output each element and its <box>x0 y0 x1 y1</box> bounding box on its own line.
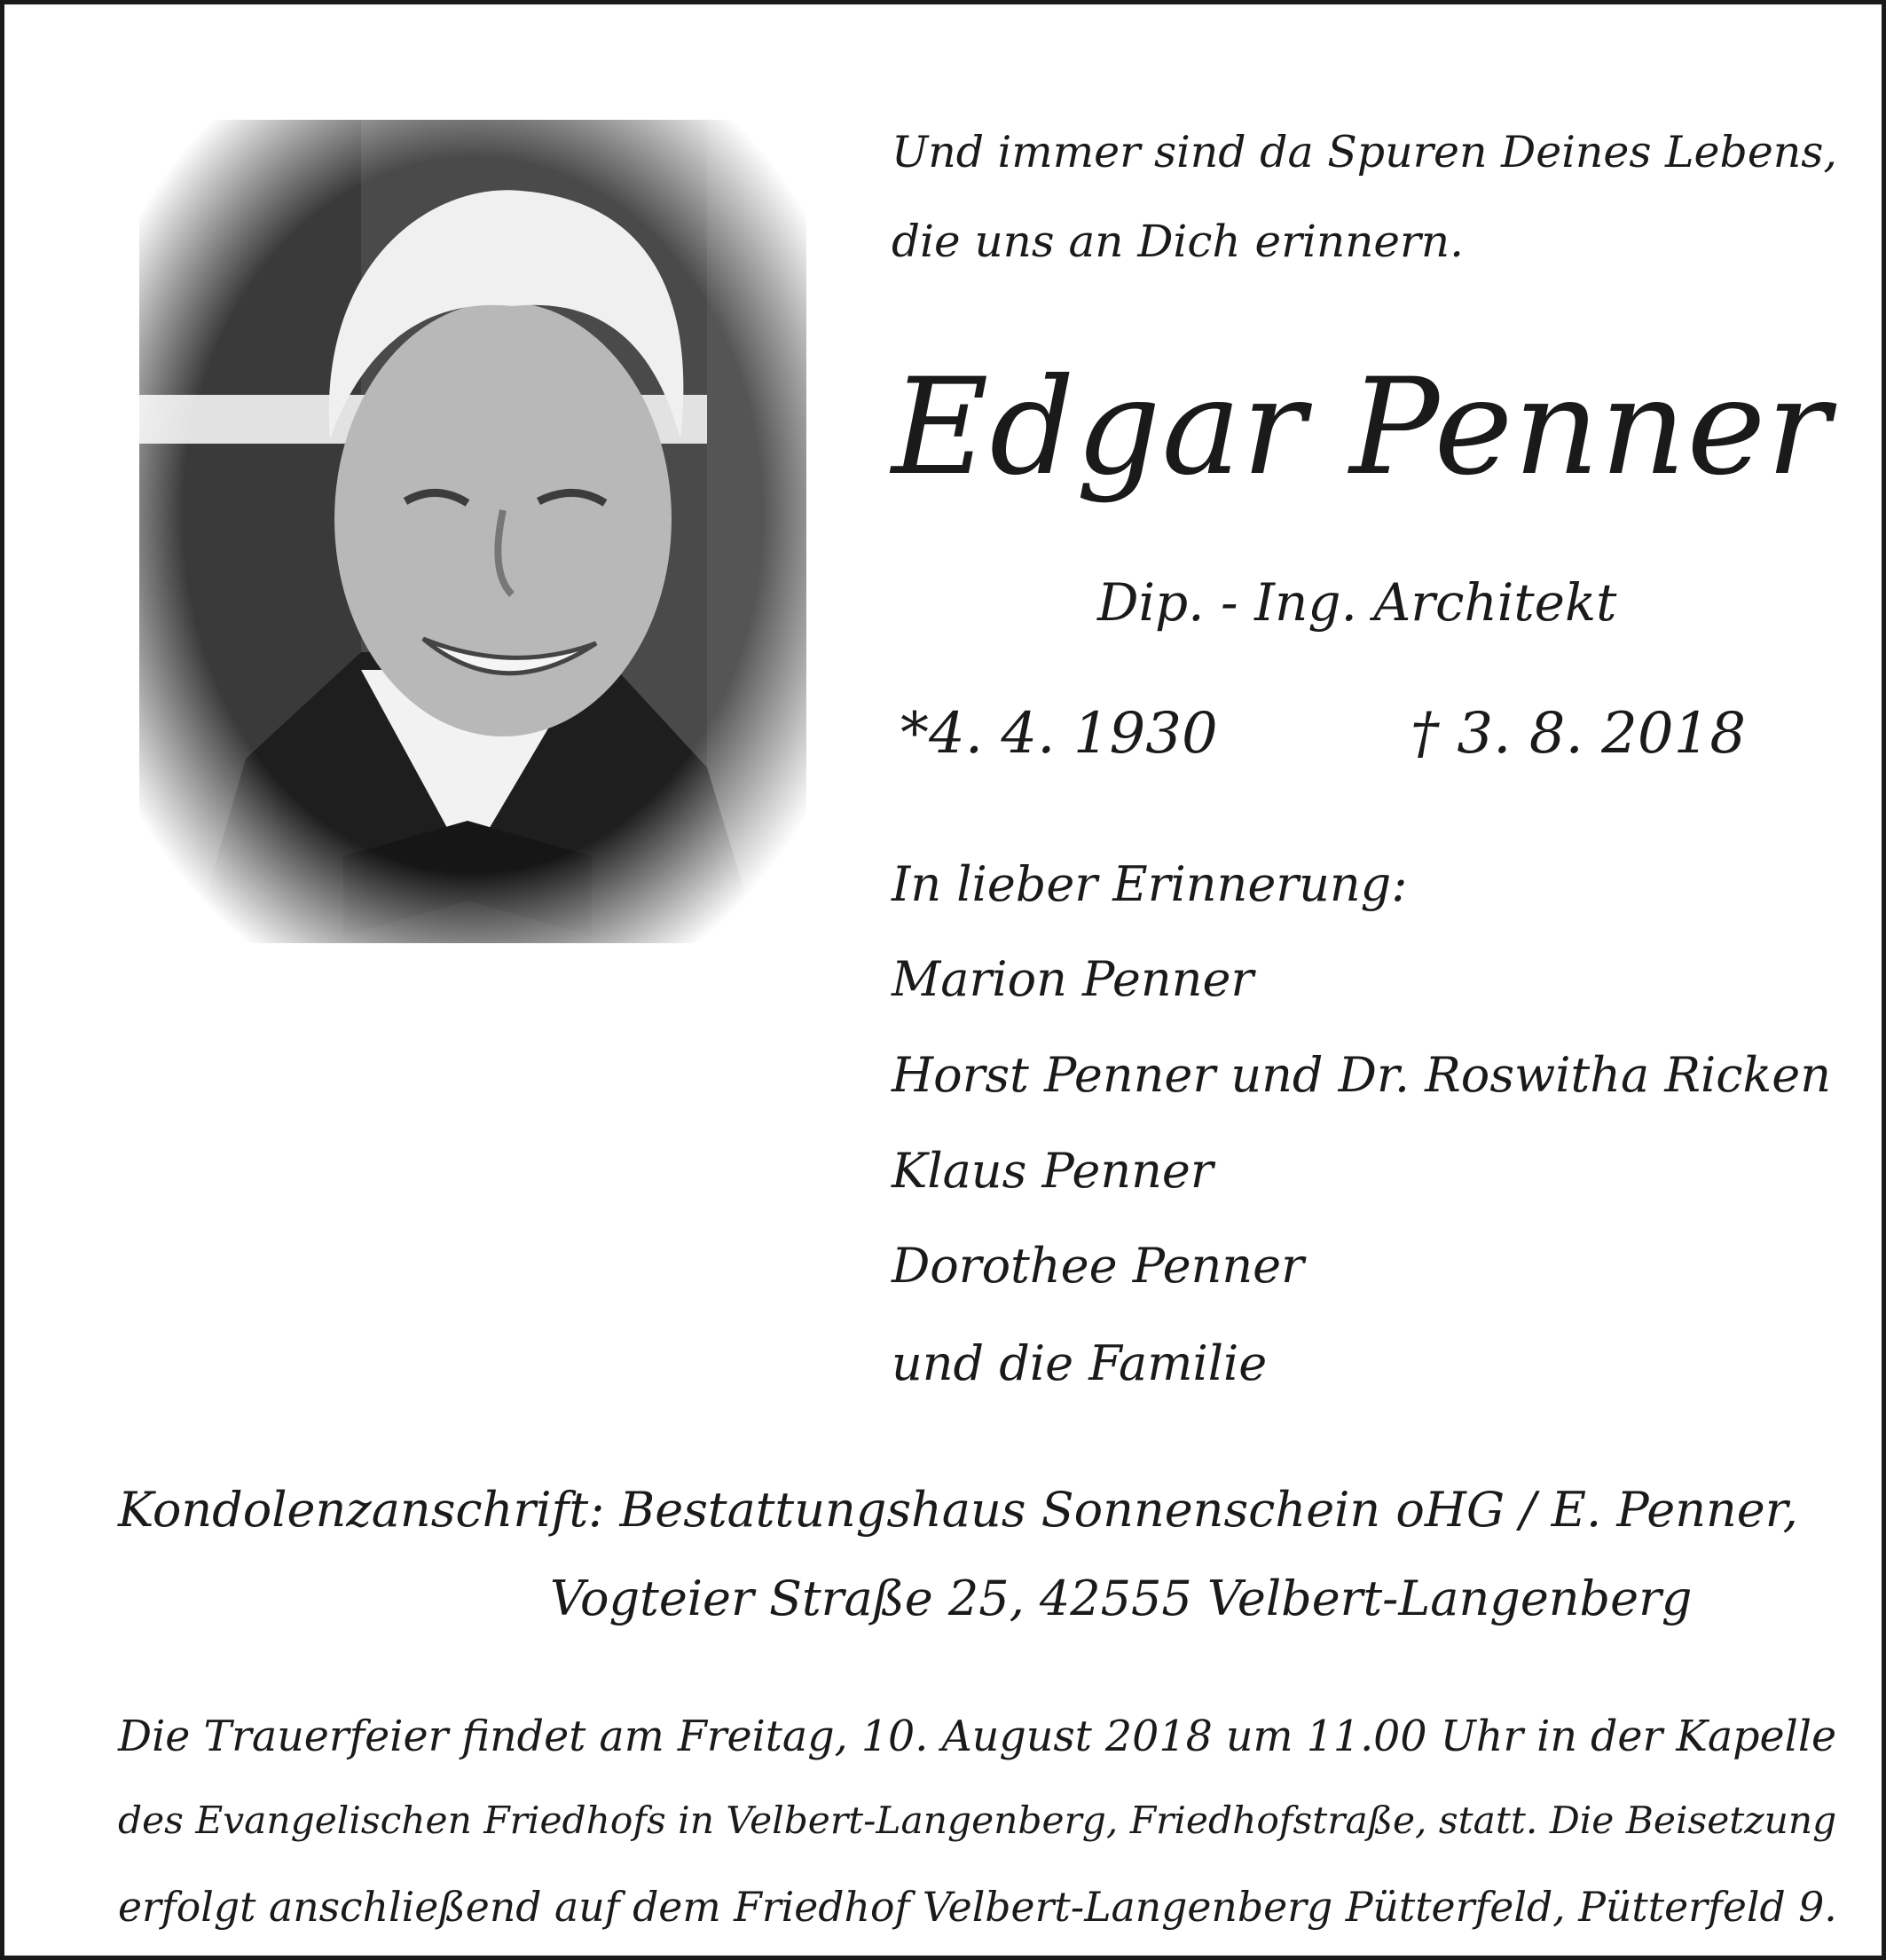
deceased-name: Edgar Penner <box>892 350 1831 505</box>
memorial-quote-line-2: die uns an Dich erinnern. <box>892 216 1464 267</box>
mourner-name: Dorothee Penner <box>892 1238 1304 1294</box>
birth-date: *4. 4. 1930 <box>900 701 1218 767</box>
deceased-title: Dip. - Ing. Architekt <box>1097 572 1617 633</box>
funeral-service-line-3: erfolgt anschließend auf dem Friedhof Velbert-Langenberg Pütterfeld, Pütterfeld 9. <box>118 1884 1837 1931</box>
mourner-name: Marion Penner <box>892 951 1254 1007</box>
condolence-address-line-1: Kondolenzanschrift: Bestattungshaus Sonnenschein oHG / E. Penner, <box>118 1482 1798 1538</box>
condolence-address-line-2: Vogteier Straße 25, 42555 Velbert-Langenberg <box>550 1570 1693 1626</box>
mourner-name: und die Familie <box>892 1335 1268 1391</box>
memorial-quote-line-1: Und immer sind da Spuren Deines Lebens, <box>892 127 1837 177</box>
death-date: † 3. 8. 2018 <box>1411 701 1747 767</box>
mourner-name: Klaus Penner <box>892 1143 1214 1199</box>
portrait-illustration <box>139 120 806 943</box>
mourner-name: Horst Penner und Dr. Roswitha Ricken <box>892 1047 1831 1103</box>
funeral-service-line-1: Die Trauerfeier findet am Freitag, 10. August 2018 um 11.00 Uhr in der Kapelle <box>118 1712 1837 1761</box>
funeral-service-line-2: des Evangelischen Friedhofs in Velbert-Langenberg, Friedhofstraße, statt. Die Beisetzung <box>118 1799 1837 1842</box>
portrait-photo <box>139 120 806 943</box>
remembrance-heading: In lieber Erinnerung: <box>892 856 1408 912</box>
